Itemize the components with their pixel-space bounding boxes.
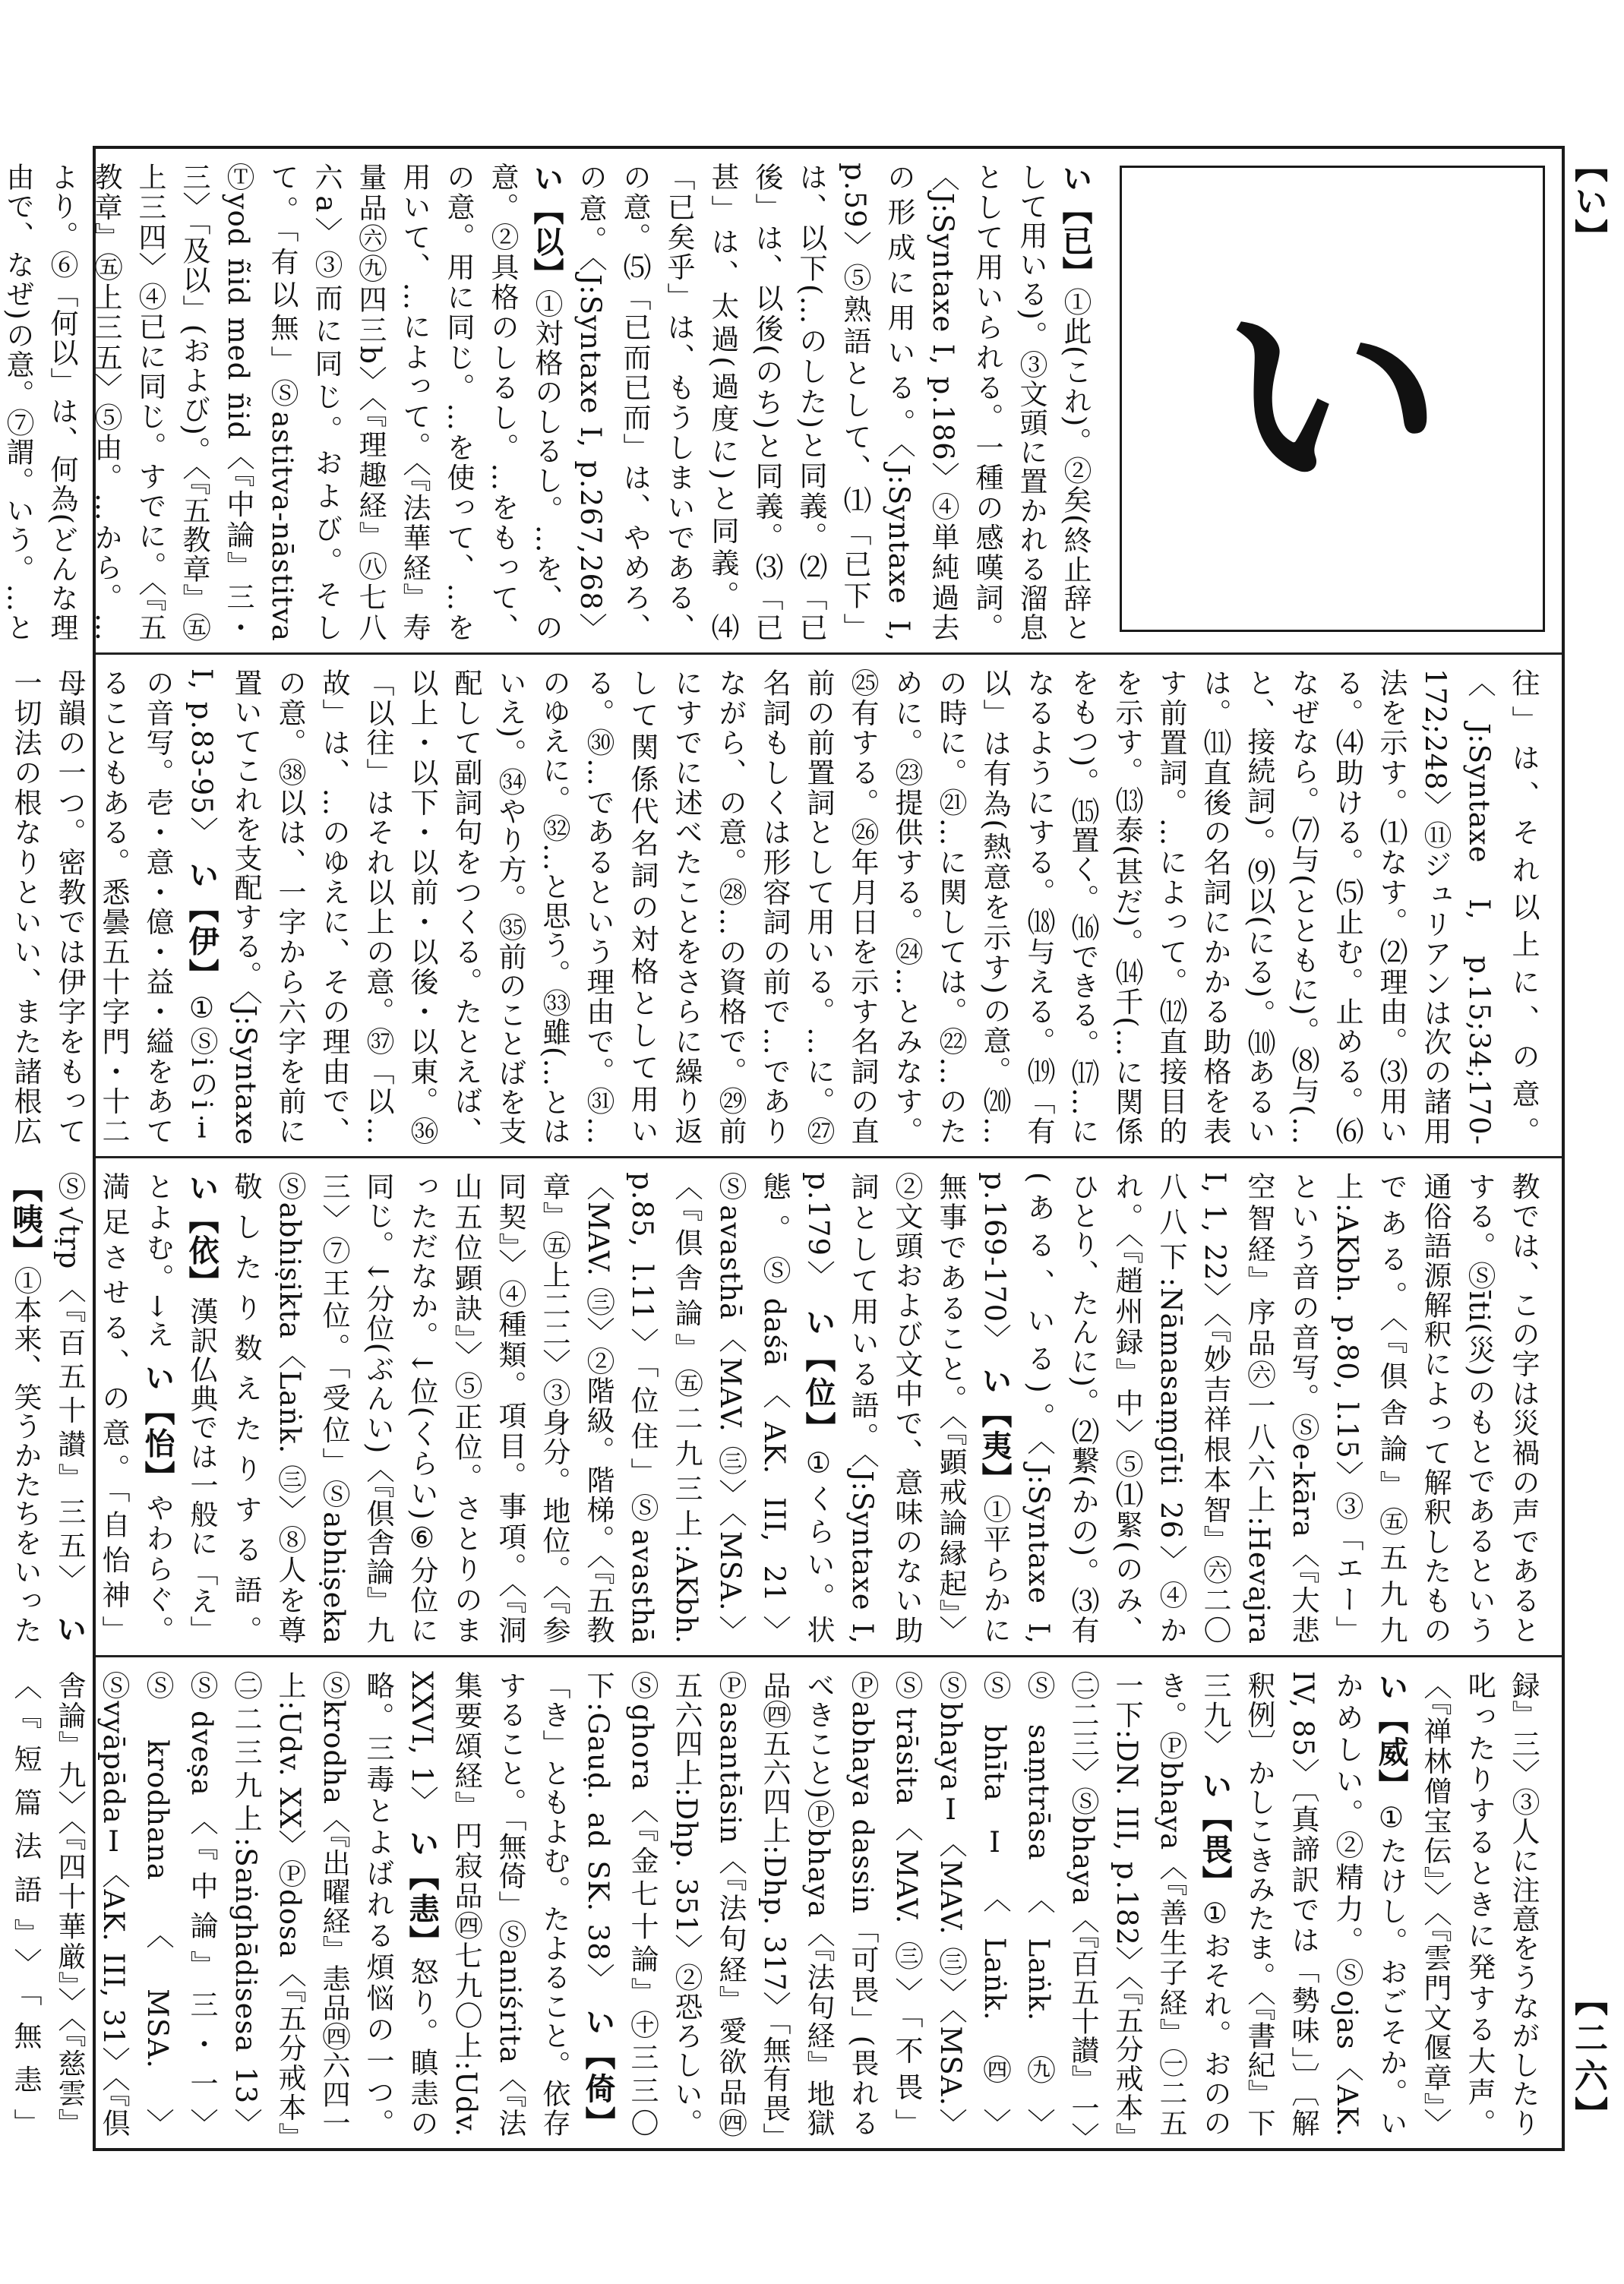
entry-i-yi2 — [0, 163, 563, 642]
entry-continued — [185, 668, 1540, 1145]
entry-body: ①平らかに無事であること。〈『顕戒論縁起』〉②文頭および文中で、意味のない助詞として用いる語。〈J:Syntaxe I, p.179〉 — [802, 1172, 1011, 1644]
dictionary-page-frame — [2, 146, 1565, 2151]
entry-body: ①此(これ)。②矣(終止辞として用いる)。③文頭に置かれる溜息として用いられる。一種の感嘆詞。〈J:Syntaxe I, p.186〉④単純過去の形成に用いる。〈J:Syntaxe I, p.59〉⑤熟語として、⑴「已下」は、以下(…のした)と同義。⑵「已後」は、以後(のち)と同義。⑶「已甚」は、太過(過度に)と同義。⑷「已矣乎」は、もうしまいである、の意。⑸「已而已而」は、やめろ、の意。〈J:Syntaxe I, p.267,268〉 — [574, 163, 1092, 643]
entry-i-hui — [0, 1671, 438, 2137]
entry-continued — [978, 1172, 1540, 1644]
headword: い【怡】 — [140, 1362, 175, 1494]
headword: い【倚】 — [580, 2006, 616, 2138]
entry-i-wei — [229, 1172, 835, 1644]
headword: い【依】 — [184, 1172, 220, 1297]
headword: い【以】 — [529, 163, 564, 289]
headword: い【咦】 — [8, 1172, 87, 1644]
entry-body: ①Ⓢiのiⅰの音写。壱・意・億・益・縊をあてることもある。悉曇五十字門・十二母韻の一つ。密教では伊字をもって一切法の根なりといい、また諸根広 — [9, 668, 218, 1145]
entry-body: ①本来、笑うかたちをいった — [9, 1266, 42, 1644]
entry-i-wei3 — [582, 1671, 1231, 2137]
entry-body: やわらぐ。満足させる、の意。「自怡神」Ⓢ√tṛp〈『百五十讃』三五〉 — [53, 1172, 174, 1644]
tier-2 — [9, 652, 1562, 1156]
tier-3-text — [0, 1172, 1545, 1644]
headword: い【夷】 — [977, 1365, 1013, 1496]
entry-body: ①おそれ。おののき。Ⓟbhaya〈『善生子経』㊀二五一下:DN. III, p.182〉〈『五分戒本』㊁二三〉Ⓢbhaya〈『百五十讃』一〉Ⓢsaṃtrāsa〈Laṅk. ㊈〉ⓈbhītaⅠ〈Laṅk. ㊃〉ⓈbhayaⅠ〈MAV. ㊂〉〈MSA.〉Ⓢtrāsita〈MAV. ㊂〉「不畏」Ⓟabhaya dassin「可畏」(畏れるべきこと)Ⓟbhaya〈『法句経』地獄品㊃五六四上:Dhp. 317〉「無有畏」Ⓟasantāsin〈『法句経』愛欲品㊃五六四上:Dhp. 351〉②恐ろしい。Ⓢghora〈『金七十論』㊉三三〇下:Gauḍ. ad SK. 38〉 — [582, 1671, 1231, 2138]
tier-1 — [2, 149, 1562, 652]
headword: い【位】 — [801, 1306, 836, 1448]
headword: い【已】 — [1057, 163, 1093, 288]
entry-body: 往」は、それ以上に、の意。〈J:Syntaxe I, p.15;34;170-172;248〉⑪ジュリアンは次の諸用法を示す。⑴なす。⑵理由。⑶用いる。⑷助ける。⑸止む。止める。⑹なぜなら。⑺与(とともに)。⑻与(…と、接続詞)。⑼以(にる)。⑽あるいは。⑾直後の名詞にかかる助格を表す前置詞。…によって。⑿直接目的を示す。⒀泰(甚だ)。⒁千(…に関係をもつ)。⒂置く。⒃できる。⒄…になるようにする。⒅与える。⒆「有以」は有為(熱意を示す)の意。⒇…の時に。㉑…に関しては。㉒…のために。㉓提供する。㉔…とみなす。㉕有する。㉖年月日を示す名詞の直前の前置詞として用いる。…に。㉗名詞もしくは形容詞の前で…でありながら、の意。㉘…の資格で。㉙前にすでに述べたことをさらに繰り返して関係代名詞の対格として用いる。㉚…であるという理由で。㉛…のゆえに。㉜…と思う。㉝雖(…とはいえ)。㉞やり方。㉟前のことばを支配して副詞句をつくる。たとえば、以上・以下・以前・以後・以東。㊱「以往」はそれ以上の意。㊲「以…故」は、…のゆえに、その理由で、の意。㊳以は、一字から六字を前に置いてこれを支配する。〈J:Syntaxe I, p.83-95〉 — [185, 668, 1540, 1145]
headword: い【畏】 — [1197, 1770, 1233, 1897]
entry-body: 教では、この字は災禍の声であるとする。Ⓢīti(災)のもとであるという通俗語源解釈によって解釈したものである。〈『倶舎論』㊄五九九上:AKbh. p.80, l.15〉③「エー」という音の音写。Ⓢe-kāra〈『大悲空智経』序品㊅一八六上:Hevajra I, 1, 22〉〈『妙吉祥根本智』㊅二〇八八下:Nāmasaṃgīti 26〉④かれ。〈『趙州録』中〉⑤⑴緊(のみ、ひとり、たんに)。⑵繋(かの)。⑶有(ある、いる)。〈J:Syntaxe I, p.169-170〉 — [978, 1172, 1540, 1644]
headword: い【威】 — [1373, 1671, 1409, 1802]
headword: い【伊】 — [184, 859, 220, 992]
entry-body: ①対格のしるし。…を、の意。②具格のしるし。…をもって、の意。用に同じ。…を使って、…を用いて、…によって。〈『法華経』寿量品㊅㊈四三b〉〈『理趣経』㊇七八六a〉③而に同じ。および。そして。「有以無」Ⓢastitva-nāstitva Ⓣyod ñid med ñid〈『中論』三・三〉「及以」(および)。〈『五教章』㊄上三四〉④已に同じ。すでに。〈『五教章』㊄上三五〉⑤由。…から。…より。⑥「何以」は、何為(どんな理由で、なぜ)の意。⑦謂。いう。…と — [2, 163, 563, 643]
section-title-glyph: い — [1222, 270, 1442, 528]
tier-1-text — [2, 163, 1097, 643]
tier-3 — [8, 1156, 1562, 1655]
tier-2-text — [0, 668, 1545, 1145]
title-box — [1120, 166, 1545, 632]
page-number: 【二六】 — [1569, 1982, 1607, 2134]
entry-continued — [1419, 1671, 1540, 2137]
entry-body: 録』三〉③人に注意をうながしたり叱ったりするときに発する大声。〈『禅林僧宝伝』〉〈『雲門文偃章』〉 — [1419, 1671, 1540, 2137]
entry-body: 怒り。瞋恚の略。三毒とよばれる煩悩の一つ。Ⓢkrodha〈『出曜経』恚品㊃六四一上:Udv. XX〉Ⓟdosa〈『五分戒本』㊁二三九上:Saṅghādisesa 13〉Ⓢdveṣa〈『中論』三・一〉Ⓢkrodhana〈MSA.〉ⓈvyāpādaⅠ〈AK. III, 31〉〈『倶舎論』九〉〈『四十華厳』〉〈『慈雲』〈『短篇法語』〉「無恚」 — [9, 1671, 438, 2137]
entry-body: 漢訳仏典では一般に「え」とよむ。→え — [141, 1172, 218, 1645]
entry-body: ①たけし。おごそか。いかめしい。②精力。Ⓢojas〈AK. IV, 85〉〔真諦訳では「勢味」〕〔解釈例〕かしこきみたま。〈『書紀』下三九〉 — [1199, 1671, 1408, 2138]
tier-4-text — [0, 1671, 1545, 2137]
section-tag: 【い】 — [1569, 149, 1607, 254]
entry-i-yi — [574, 163, 1092, 642]
tier-4 — [9, 1655, 1562, 2148]
entry-body: 「き」ともよむ。たよること。依存すること。「無倚」Ⓢaniśrita〈『法集要頌経』円寂品㊃七九〇上:Udv. XXVI, 1〉 — [406, 1671, 570, 2137]
entry-body: ①くらい。状態。Ⓢdaśā〈AK. III, 21〉Ⓢavasthā〈MAV. ㊂〉〈MSA.〉〈『倶舎論』㊄二九三上:AKbh. p.85, l.11〉「位住」Ⓢavasthā〈MAV. ㊂〉②階級。階梯。〈『五教章』㊄上二二〉③身分。地位。〈『参同契』〉④種類。項目。事項。〈『洞山五位顕訣』〉⑤正位。さとりのまっただなか。↓位(くらい)⑥分位に同じ。↓分位(ぶんい)〈『倶舎論』九三〉⑦王位。「受位」Ⓢabhiṣeka Ⓢabhiṣikta〈Laṅk. ㊂〉⑧人を尊敬したり数えたりする語。 — [229, 1172, 835, 1645]
headword: い【恚】 — [404, 1827, 440, 1958]
